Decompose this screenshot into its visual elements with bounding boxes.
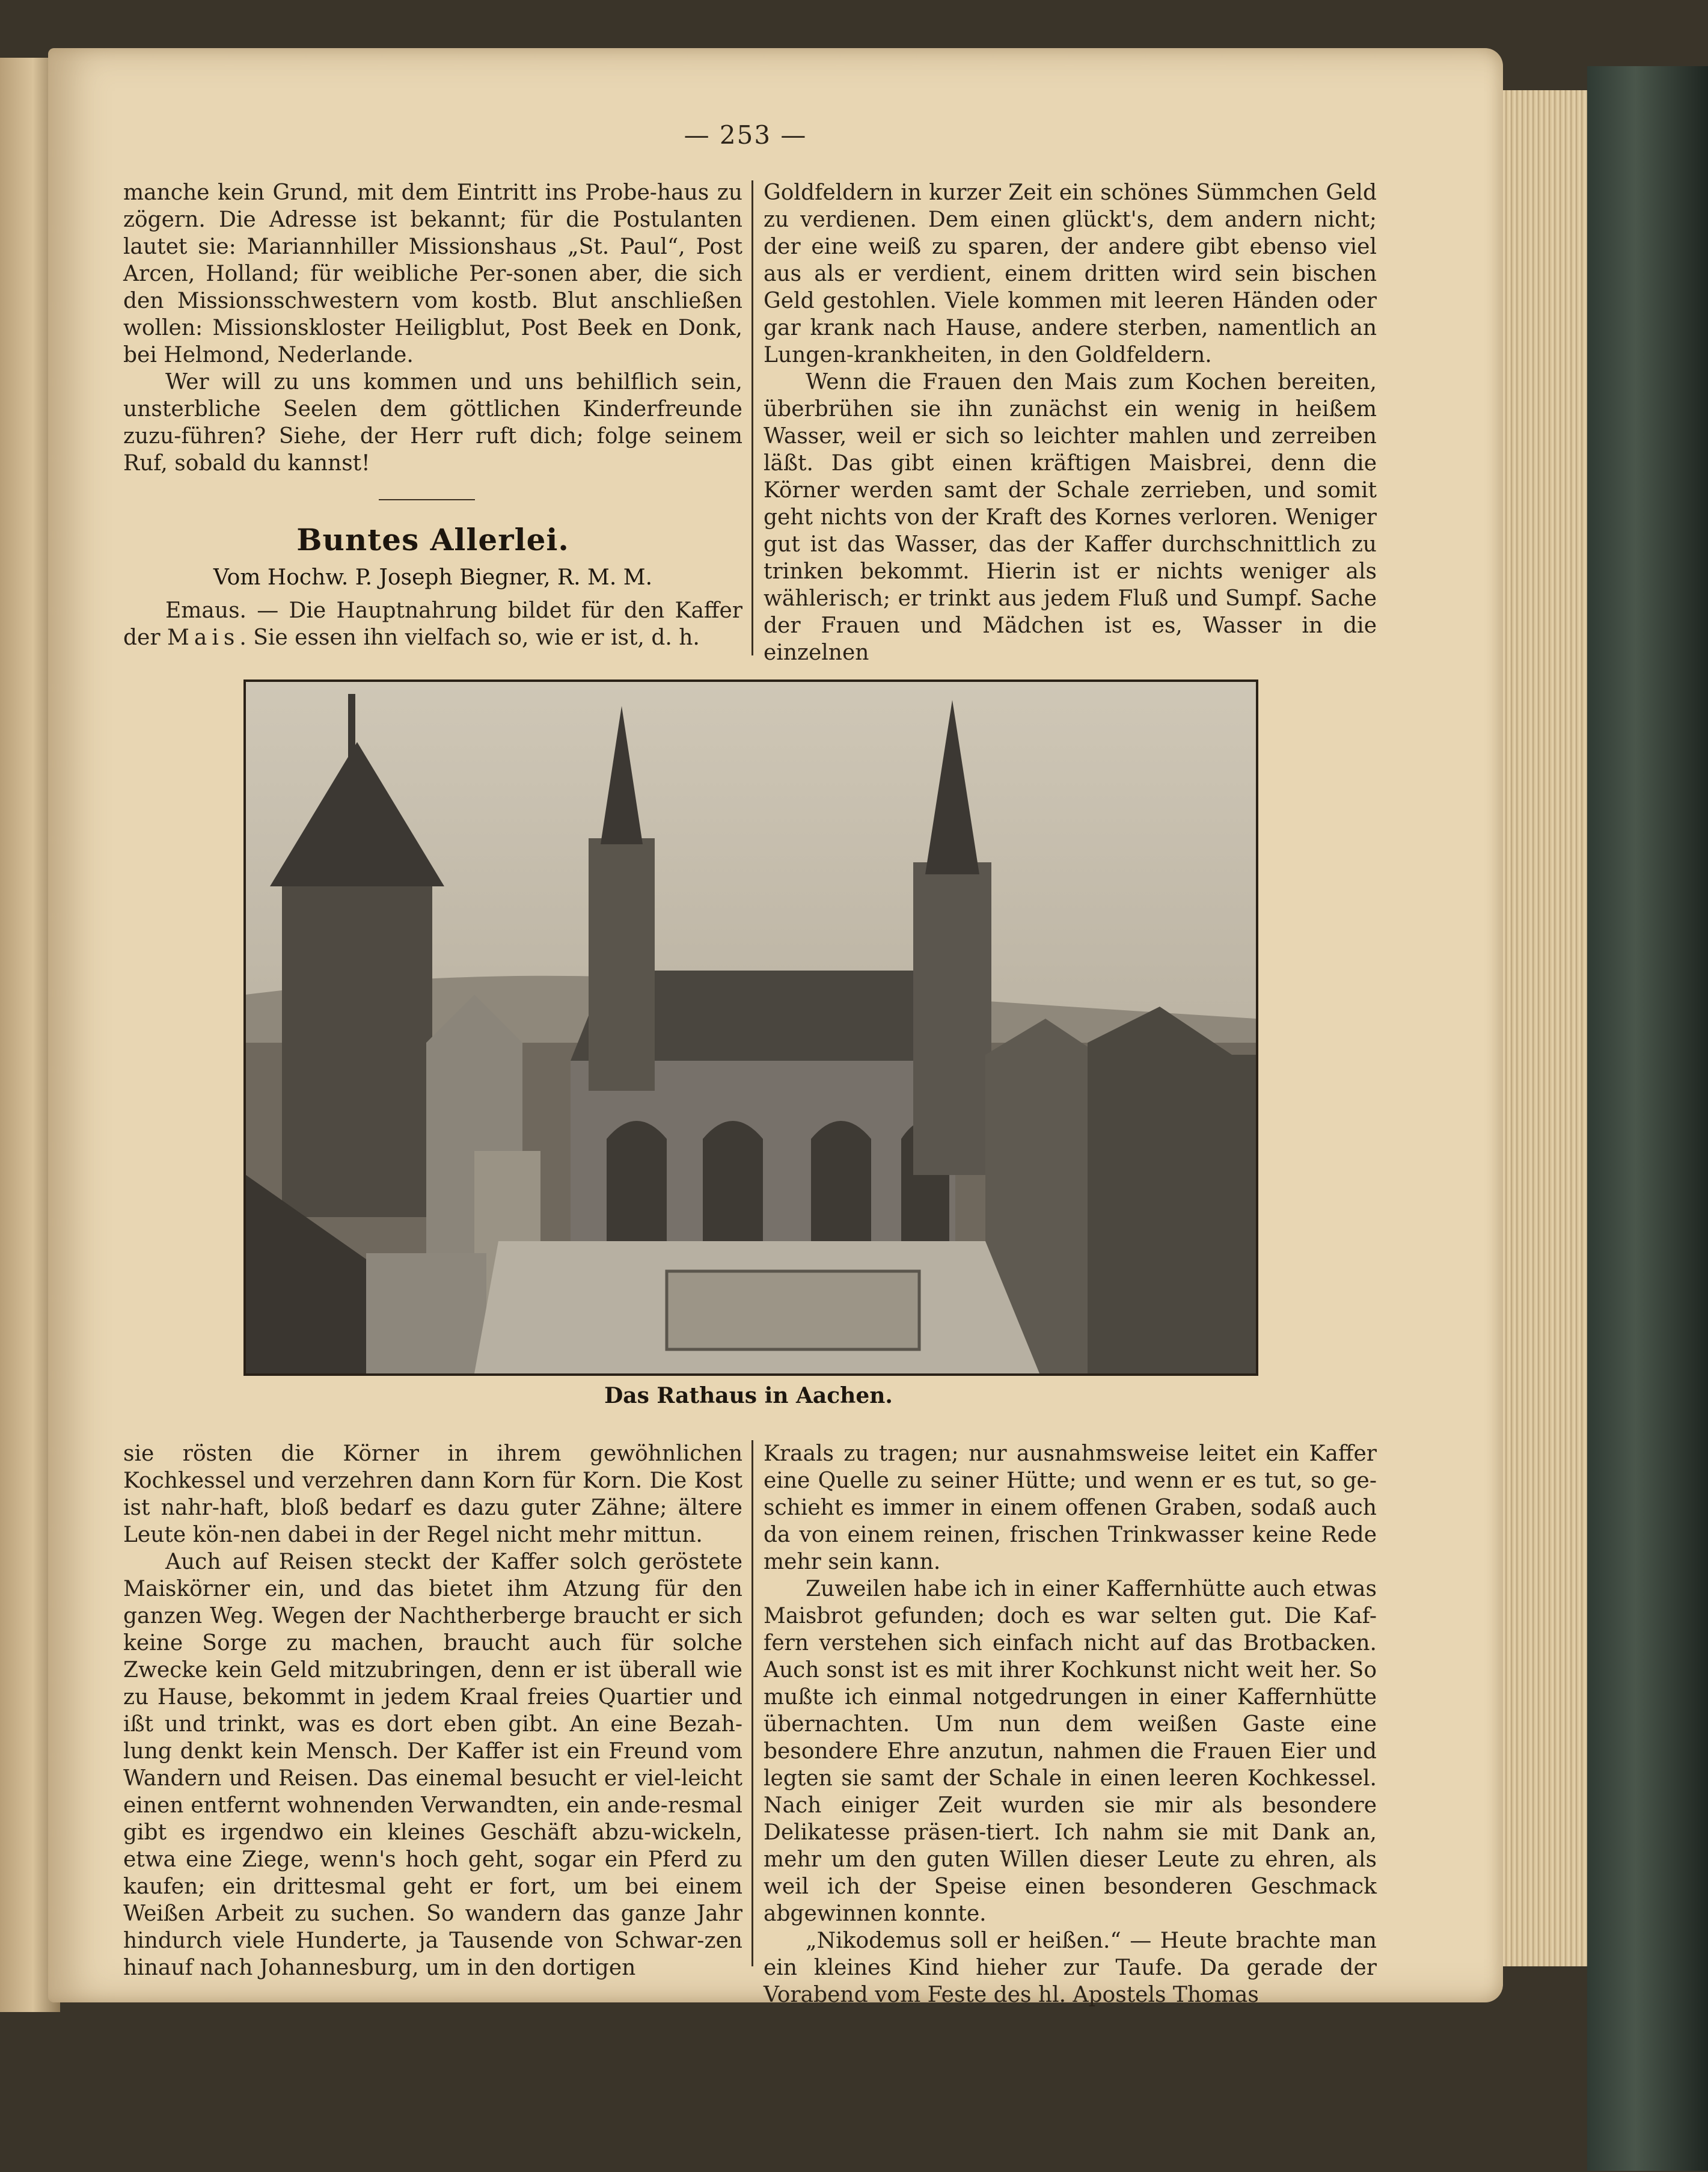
figure-caption: Das Rathaus in Aachen. bbox=[604, 1383, 893, 1408]
paragraph: Auch auf Reisen steckt der Kaffer solch geröstete Maiskörner ein, und das bietet ihm Atzung für den ganzen Weg. Wegen der Nachtherberge braucht er sich keine Sorge zu machen, braucht auch für solche Zwecke kein Geld mitzubringen, denn er ist überall wie zu Hause, bekommt in jedem Kraal freies Quartier und ißt und trinkt, was es dort eben gibt. An eine Bezah-lung denkt kein Mensch. Der Kaffer ist ein Freund vom Wandern und Reisen. Das einemal besucht er viel-leicht einen entfernt wohnenden Verwandten, ein ande-resmal gibt es irgendwo ein kleines Geschäft abzu-wickeln, etwa eine Ziege, wenn's hoch geht, sogar ein Pferd zu kaufen; ein drittesmal geht er fort, um bei einem Weißen Arbeit zu suchen. So wandern das ganze Jahr hindurch viele Hunderte, ja Tausende von Schwar-zen hinauf nach Johannesburg, um in den dortigen bbox=[123, 1550, 742, 1980]
column-rule-top bbox=[751, 180, 753, 655]
paragraph: sie rösten die Körner in ihrem gewöhnlichen Kochkessel und verzehren dann Korn für Korn. Die Kost ist nahr-haft, bloß bedarf es dazu guter Zähne; ältere Leute kön-nen dabei in der Regel nicht mehr mittun. bbox=[123, 1441, 742, 1547]
column-bottom-right bbox=[764, 1440, 1377, 2008]
intro-mais: Mais bbox=[167, 625, 240, 650]
section-intro bbox=[123, 597, 742, 651]
paragraph: Kraals zu tragen; nur ausnahmsweise leitet ein Kaffer eine Quelle zu seiner Hütte; und wenn er es tut, so ge-schieht es immer in einem offenen Graben, sodaß auch da von einem reinen, frischen Trinkwasser keine Rede mehr sein kann. bbox=[764, 1441, 1377, 1574]
paragraph: Wer will zu uns kommen und uns behilflich sein, unsterbliche Seelen dem göttlichen Kinderfreunde zuzu-führen? Siehe, der Herr ruft dich; folge seinem Ruf, sobald du kannst! bbox=[123, 370, 742, 476]
page-number: — 253 — bbox=[684, 120, 807, 150]
paragraph: Zuweilen habe ich in einer Kaffernhütte auch etwas Maisbrot gefunden; doch es war selten gut. Die Kaf-fern verstehen sich einfach nicht auf das Brotbacken. Auch sonst ist es mit ihrer Kochkunst nicht weit her. So mußte ich einmal notgedrungen in einer Kaffernhütte übernachten. Um nun dem weißen Gaste eine besondere Ehre anzutun, nahmen die Frauen Eier und legten sie samt der Schale in einen leeren Kochkessel. Nach einiger Zeit wurden sie mir als besondere Delikatesse präsen-tiert. Ich nahm sie mit Dank an, mehr um den guten Willen dieser Leute zu ehren, als weil ich der Speise einen besonderen Geschmack abgewinnen konnte. bbox=[764, 1577, 1377, 1926]
section-author: Vom Hochw. P. Joseph Biegner, R. M. M. bbox=[213, 565, 653, 590]
paragraph: Wenn die Frauen den Mais zum Kochen bereiten, überbrühen sie ihn zunächst ein wenig in heißem Wasser, weil er sich so leichter mahlen und zerreiben läßt. Das gibt einen kräftigen Maisbrei, denn die Körner werden samt der Schale zerrieben, und somit geht nichts von der Kraft des Kornes verloren. Weniger gut ist das Wasser, das der Kaffer durchschnittlich zu trinken bekommt. Hierin ist er nichts weniger als wählerisch; er trinkt aus jedem Fluß und Sumpf. Sache der Frauen und Mädchen ist es, Wasser in die einzelnen bbox=[764, 370, 1377, 665]
intro-place: Emaus. bbox=[165, 598, 246, 623]
book-cover bbox=[1587, 66, 1708, 2171]
column-rule-bottom bbox=[751, 1440, 753, 1966]
column-top-right bbox=[764, 179, 1377, 666]
paragraph: manche kein Grund, mit dem Eintritt ins Probe-haus zu zögern. Die Adresse ist bekannt; für die Postulanten lautet sie: Mariannhiller Missionshaus „St. Paul“, Post Arcen, Holland; für weibliche Per-sonen aber, die sich den Missionsschwestern vom kostb. Blut anschließen wollen: Missionskloster Heiligblut, Post Beek en Donk, bei Helmond, Nederlande. bbox=[123, 180, 742, 367]
intro-text-b: . Sie essen ihn vielfach so, wie er ist, d. h. bbox=[239, 625, 700, 650]
section-divider bbox=[379, 499, 475, 500]
section-title: Buntes Allerlei. bbox=[296, 522, 569, 557]
column-top-left bbox=[123, 179, 742, 477]
intro-text-a: — Die Hauptnahrung bildet für den Kaffer der bbox=[123, 598, 742, 650]
aachen-town-hall-engraving bbox=[243, 680, 1258, 1376]
paragraph: „Nikodemus soll er heißen.“ — Heute brachte man ein kleines Kind hieher zur Taufe. Da gerade der Vorabend vom Feste des hl. Apostels Thomas bbox=[764, 1928, 1377, 2007]
column-bottom-left bbox=[123, 1440, 742, 1981]
paragraph: Goldfeldern in kurzer Zeit ein schönes Sümmchen Geld zu verdienen. Dem einen glückt's, dem andern nicht; der eine weiß zu sparen, der andere gibt ebenso viel aus als er verdient, einem dritten wird sein bischen Geld gestohlen. Viele kommen mit leeren Händen oder gar krank nach Hause, andere sterben, namentlich an Lungen-krankheiten, in den Goldfeldern. bbox=[764, 180, 1377, 367]
